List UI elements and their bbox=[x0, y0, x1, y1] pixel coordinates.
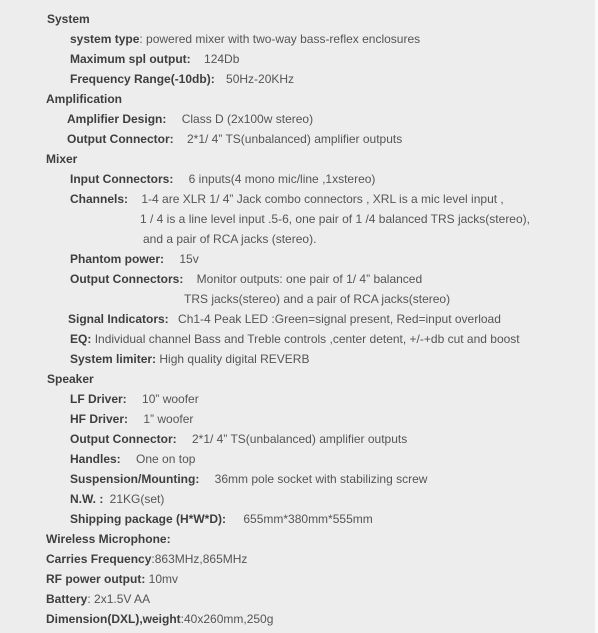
spec-speaker-output-connector bbox=[70, 432, 407, 446]
spec-value: 2*1/ 4” TS(unbalanced) amplifier outputs bbox=[187, 132, 403, 146]
spec-value: Monitor outputs: one pair of 1/ 4” balanced bbox=[196, 272, 423, 286]
spec-battery bbox=[46, 592, 150, 606]
spec-label: Battery bbox=[46, 592, 88, 606]
spec-shipping-package bbox=[70, 512, 373, 526]
spec-value: 124Db bbox=[204, 52, 240, 66]
section-mixer: Mixer bbox=[46, 152, 78, 166]
spec-value: :863MHz,865MHz bbox=[151, 552, 248, 566]
section-amplification: Amplification bbox=[46, 92, 123, 106]
spec-value: High quality digital REVERB bbox=[159, 352, 310, 366]
spec-max-spl bbox=[70, 52, 239, 66]
spec-value: 6 inputs(4 mono mic/line ,1xstereo) bbox=[188, 172, 376, 186]
spec-hf-driver bbox=[70, 412, 193, 426]
spec-value: Ch1-4 Peak LED :Green=signal present, Red=input overload bbox=[178, 312, 501, 326]
spec-label: Shipping package (H*W*D): bbox=[70, 512, 227, 526]
spec-label: Output Connector: bbox=[70, 432, 177, 446]
spec-label: Maximum spl output: bbox=[70, 52, 191, 66]
section-speaker: Speaker bbox=[47, 372, 94, 386]
spec-value: One on top bbox=[136, 452, 196, 466]
section-wireless-microphone: Wireless Microphone: bbox=[46, 532, 171, 546]
section-system: System bbox=[47, 12, 90, 26]
spec-label: Amplifier Design: bbox=[67, 112, 167, 126]
spec-system-limiter bbox=[70, 352, 309, 366]
spec-label: Channels: bbox=[70, 192, 129, 206]
spec-channels-line-3: and a pair of RCA jacks (stereo). bbox=[143, 232, 317, 246]
spec-value: 21KG(set) bbox=[109, 492, 165, 506]
spec-output-connectors-line-2: TRS jacks(stereo) and a pair of RCA jacks(stereo) bbox=[184, 292, 451, 306]
spec-label: Frequency Range(-10db): bbox=[70, 72, 215, 86]
spec-value: 655mm*380mm*555mm bbox=[243, 512, 373, 526]
spec-label: RF power output: bbox=[46, 572, 146, 586]
spec-value: 2*1/ 4” TS(unbalanced) amplifier outputs bbox=[192, 432, 408, 446]
spec-frequency-range bbox=[70, 72, 294, 86]
spec-label: Carries Frequency bbox=[46, 552, 152, 566]
spec-label: Suspension/Mounting: bbox=[70, 472, 200, 486]
spec-amp-output-connector bbox=[67, 132, 402, 146]
spec-value: 15v bbox=[179, 252, 199, 266]
spec-rf-power-output bbox=[46, 572, 178, 586]
spec-dimension-weight bbox=[46, 612, 273, 626]
spec-eq bbox=[70, 332, 520, 346]
spec-label: Output Connectors: bbox=[70, 272, 184, 286]
spec-system-type bbox=[70, 32, 420, 46]
spec-label: Output Connector: bbox=[67, 132, 174, 146]
spec-mixer-output-connectors bbox=[70, 272, 422, 286]
spec-label: Signal Indicators: bbox=[68, 312, 169, 326]
spec-label: system type bbox=[70, 32, 140, 46]
spec-lf-driver bbox=[70, 392, 199, 406]
spec-signal-indicators bbox=[68, 312, 501, 326]
spec-value: 10” woofer bbox=[142, 392, 199, 406]
spec-label: LF Driver: bbox=[70, 392, 127, 406]
spec-label: EQ: bbox=[70, 332, 92, 346]
spec-value: 1” woofer bbox=[143, 412, 194, 426]
spec-value: 36mm pole socket with stabilizing screw bbox=[214, 472, 428, 486]
spec-suspension-mounting bbox=[70, 472, 427, 486]
spec-label: Dimension(DXL),weight bbox=[46, 612, 181, 626]
spec-label: N.W. : bbox=[70, 492, 104, 506]
spec-value: 10mv bbox=[145, 572, 178, 586]
spec-value: Class D (2x100w stereo) bbox=[181, 112, 314, 126]
spec-label: Phantom power: bbox=[70, 252, 165, 266]
spec-label: HF Driver: bbox=[70, 412, 129, 426]
spec-amplifier-design bbox=[67, 112, 313, 126]
spec-value: : 2x1.5V AA bbox=[87, 592, 151, 606]
spec-value: Individual channel Bass and Treble controls ,center detent, +/-+db cut and boost bbox=[94, 332, 520, 346]
spec-carrier-frequency bbox=[46, 552, 247, 566]
spec-value: 1-4 are XLR 1/ 4” Jack combo connectors , XRL is a mic level input , bbox=[141, 192, 504, 206]
spec-value: : powered mixer with two-way bass-reflex enclosures bbox=[139, 32, 421, 46]
spec-label: System limiter: bbox=[70, 352, 157, 366]
spec-label: Handles: bbox=[70, 452, 121, 466]
spec-input-connectors bbox=[70, 172, 375, 186]
spec-value: 50Hz-20KHz bbox=[226, 72, 295, 86]
spec-net-weight bbox=[70, 492, 164, 506]
spec-channels-line-2: 1 / 4 is a line level input .5-6, one pair of 1 /4 balanced TRS jacks(stereo), bbox=[140, 212, 530, 226]
spec-phantom-power bbox=[70, 252, 199, 266]
spec-label: Input Connectors: bbox=[70, 172, 174, 186]
spec-handles bbox=[70, 452, 195, 466]
spec-channels bbox=[70, 192, 504, 206]
spec-value: :40x260mm,250g bbox=[180, 612, 274, 626]
